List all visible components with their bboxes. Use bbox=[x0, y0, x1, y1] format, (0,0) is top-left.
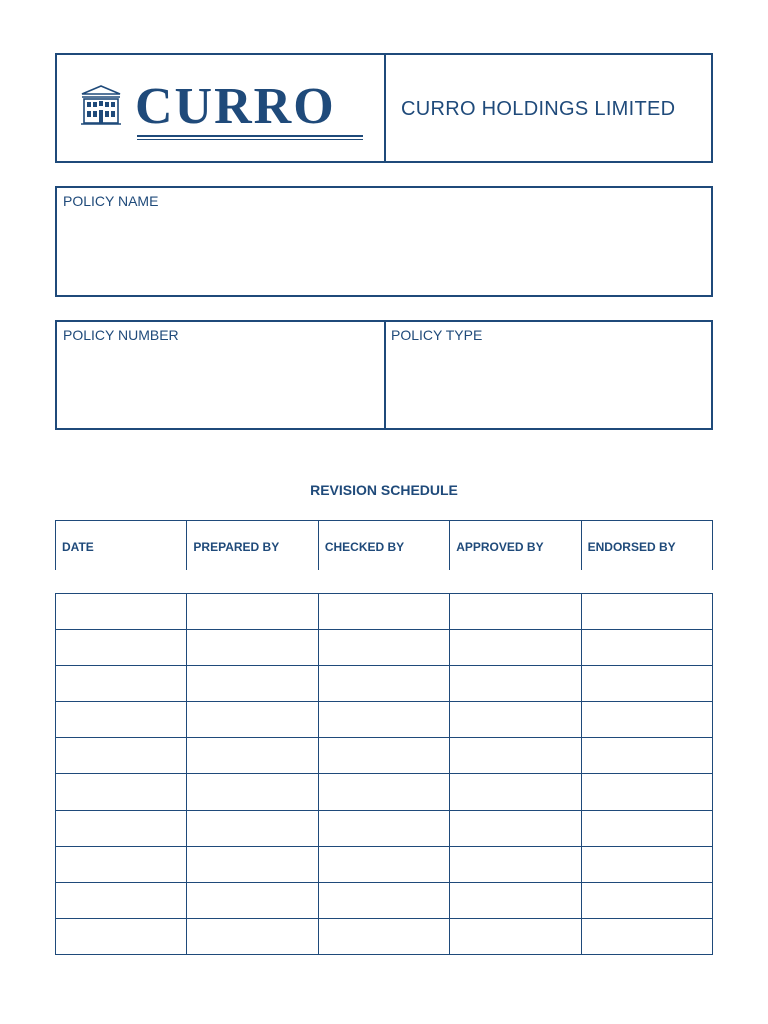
table-cell[interactable] bbox=[318, 882, 449, 918]
table-row bbox=[56, 702, 713, 738]
table-cell[interactable] bbox=[318, 918, 449, 954]
table-cell[interactable] bbox=[581, 666, 712, 702]
table-cell[interactable] bbox=[318, 594, 449, 630]
table-cell[interactable] bbox=[318, 630, 449, 666]
policy-type-label: POLICY TYPE bbox=[391, 327, 483, 343]
table-cell[interactable] bbox=[56, 630, 187, 666]
table-cell[interactable] bbox=[581, 810, 712, 846]
table-cell[interactable] bbox=[187, 846, 318, 882]
table-row bbox=[56, 774, 713, 810]
table-cell[interactable] bbox=[318, 702, 449, 738]
column-header-prepared-by: PREPARED BY bbox=[187, 521, 318, 570]
policy-meta-divider bbox=[384, 322, 386, 428]
policy-name-label: POLICY NAME bbox=[63, 193, 159, 209]
table-cell[interactable] bbox=[187, 738, 318, 774]
table-row bbox=[56, 594, 713, 630]
revision-schedule-title: REVISION SCHEDULE bbox=[310, 482, 458, 498]
table-row bbox=[56, 738, 713, 774]
table-cell[interactable] bbox=[56, 774, 187, 810]
table-cell[interactable] bbox=[318, 738, 449, 774]
table-cell[interactable] bbox=[450, 810, 581, 846]
table-cell[interactable] bbox=[56, 882, 187, 918]
company-name: CURRO HOLDINGS LIMITED bbox=[401, 98, 676, 120]
table-cell[interactable] bbox=[56, 846, 187, 882]
table-row bbox=[56, 918, 713, 954]
curro-logo bbox=[79, 79, 365, 141]
table-row bbox=[56, 810, 713, 846]
table-cell[interactable] bbox=[581, 702, 712, 738]
table-cell[interactable] bbox=[318, 846, 449, 882]
column-header-endorsed-by: ENDORSED BY bbox=[587, 540, 676, 554]
column-header-approved-by: APPROVED BY bbox=[450, 521, 581, 570]
table-cell[interactable] bbox=[56, 702, 187, 738]
table-cell[interactable] bbox=[450, 774, 581, 810]
logo-underline bbox=[137, 135, 363, 137]
policy-number-label: POLICY NUMBER bbox=[63, 327, 179, 343]
logo-wordmark: CURRO bbox=[135, 78, 336, 135]
table-cell[interactable] bbox=[450, 594, 581, 630]
table-cell[interactable] bbox=[581, 594, 712, 630]
table-cell[interactable] bbox=[56, 918, 187, 954]
table-cell[interactable] bbox=[450, 846, 581, 882]
column-header-checked-by: CHECKED BY bbox=[319, 521, 450, 570]
table-cell[interactable] bbox=[187, 630, 318, 666]
column-header-date: DATE bbox=[56, 521, 187, 570]
table-cell[interactable] bbox=[450, 666, 581, 702]
table-cell[interactable] bbox=[450, 738, 581, 774]
table-cell[interactable] bbox=[581, 882, 712, 918]
policy-meta-section bbox=[55, 320, 713, 430]
table-row bbox=[56, 846, 713, 882]
table-row bbox=[56, 666, 713, 702]
logo-underline-thin bbox=[137, 139, 363, 140]
table-cell[interactable] bbox=[56, 738, 187, 774]
table-cell[interactable] bbox=[187, 666, 318, 702]
table-cell[interactable] bbox=[187, 810, 318, 846]
table-cell[interactable] bbox=[318, 810, 449, 846]
revision-table-body bbox=[55, 593, 713, 955]
building-icon bbox=[79, 83, 123, 127]
table-cell[interactable] bbox=[581, 918, 712, 954]
table-cell[interactable] bbox=[581, 846, 712, 882]
table-cell[interactable] bbox=[450, 918, 581, 954]
table-cell[interactable] bbox=[450, 630, 581, 666]
document-header bbox=[55, 53, 713, 163]
table-cell[interactable] bbox=[187, 594, 318, 630]
table-row bbox=[56, 630, 713, 666]
table-cell[interactable] bbox=[450, 882, 581, 918]
table-cell[interactable] bbox=[187, 774, 318, 810]
table-cell[interactable] bbox=[581, 630, 712, 666]
table-cell[interactable] bbox=[56, 594, 187, 630]
policy-name-field[interactable] bbox=[55, 186, 713, 297]
table-cell[interactable] bbox=[318, 774, 449, 810]
header-divider bbox=[384, 55, 386, 161]
table-cell[interactable] bbox=[581, 738, 712, 774]
table-cell[interactable] bbox=[56, 810, 187, 846]
table-cell[interactable] bbox=[450, 702, 581, 738]
table-cell[interactable] bbox=[187, 702, 318, 738]
table-cell[interactable] bbox=[318, 666, 449, 702]
table-cell[interactable] bbox=[56, 666, 187, 702]
revision-table-header bbox=[55, 520, 713, 570]
table-cell[interactable] bbox=[187, 918, 318, 954]
table-cell[interactable] bbox=[187, 882, 318, 918]
table-cell[interactable] bbox=[581, 774, 712, 810]
table-row bbox=[56, 882, 713, 918]
